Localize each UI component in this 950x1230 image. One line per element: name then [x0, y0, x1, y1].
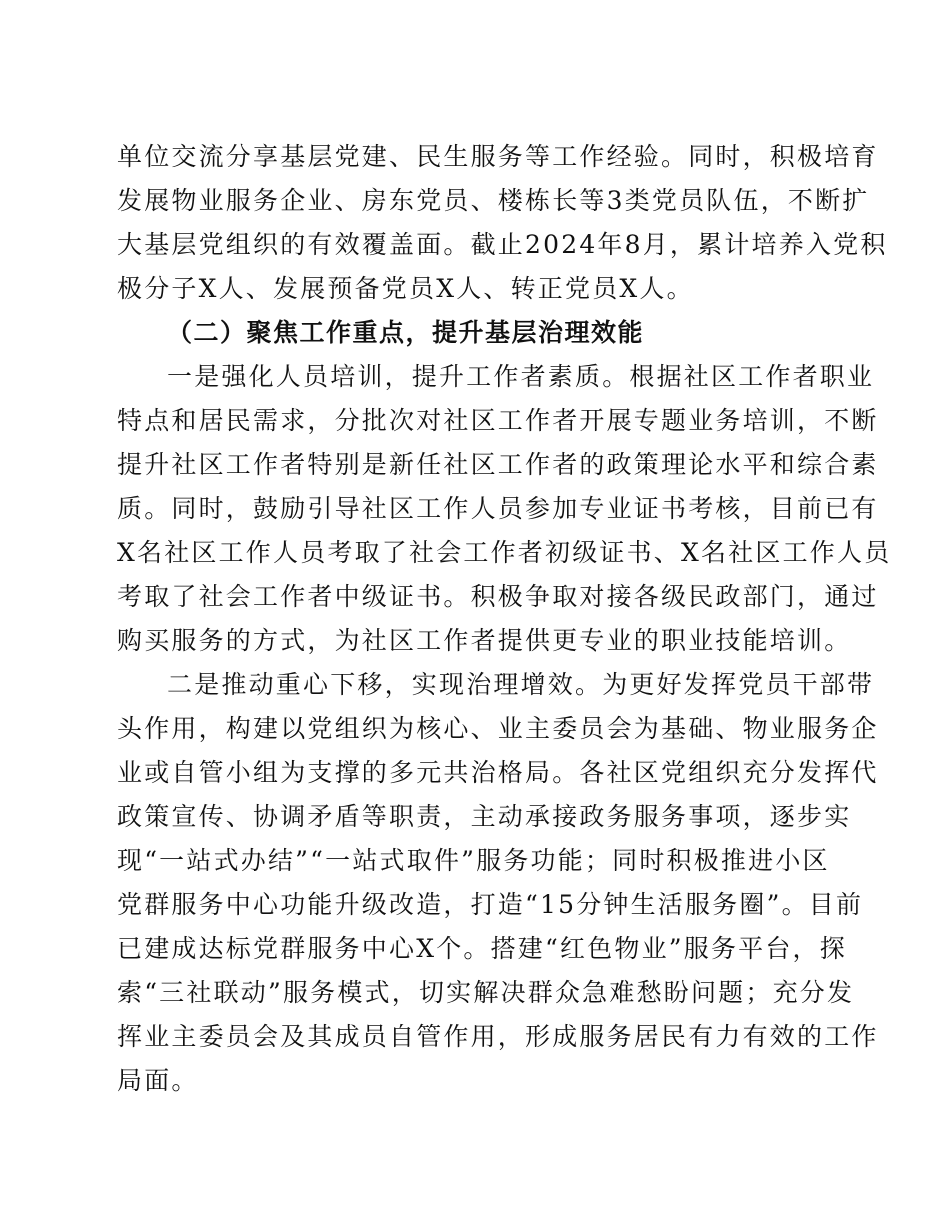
body-text-line: X名社区工作人员考取了社会工作者初级证书、X名社区工作人员: [117, 538, 892, 567]
body-text-line: 特点和居民需求，分批次对社区工作者开展专题业务培训，不断: [117, 406, 879, 435]
body-text-line: 党群服务中心功能升级改造，打造“15分钟生活服务圈”。目前: [117, 890, 864, 919]
body-text-line: 头作用，构建以党组织为核心、业主委员会为基础、物业服务企: [117, 714, 879, 743]
paragraph-first-line: 二是推动重心下移，实现治理增效。为更好发挥党员干部带: [167, 670, 875, 699]
body-text-line: 极分子X人、发展预备党员X人、转正党员X人。: [117, 274, 694, 303]
body-text-line: 政策宣传、协调矛盾等职责，主动承接政务服务事项，逐步实: [117, 802, 852, 831]
body-text-line: 现“一站式办结”“一站式取件”服务功能；同时积极推进小区: [117, 846, 830, 875]
body-text-line: 购买服务的方式，为社区工作者提供更专业的职业技能培训。: [117, 626, 852, 655]
body-text-line: 大基层党组织的有效覆盖面。截止2024年8月，累计培养入党积: [117, 230, 888, 259]
body-text-line: 发展物业服务企业、房东党员、楼栋长等3类党员队伍，不断扩: [117, 186, 870, 215]
body-text-line: 已建成达标党群服务中心X个。搭建“红色物业”服务平台，探: [117, 934, 847, 963]
body-text-line: 业或自管小组为支撑的多元共治格局。各社区党组织充分发挥代: [117, 758, 879, 787]
body-text-line: 提升社区工作者特别是新任社区工作者的政策理论水平和综合素: [117, 450, 879, 479]
paragraph-first-line: 一是强化人员培训，提升工作者素质。根据社区工作者职业: [167, 362, 875, 391]
section-heading: （二）聚焦工作重点，提升基层治理效能: [167, 318, 645, 347]
body-text-line: 局面。: [117, 1066, 199, 1095]
body-text-line: 索“三社联动”服务模式，切实解决群众急难愁盼问题；充分发: [117, 978, 855, 1007]
body-text-line: 考取了社会工作者中级证书。积极争取对接各级民政部门，通过: [117, 582, 879, 611]
body-text-line: 挥业主委员会及其成员自管作用，形成服务居民有力有效的工作: [117, 1022, 879, 1051]
body-text-line: 单位交流分享基层党建、民生服务等工作经验。同时，积极培育: [117, 142, 879, 171]
body-text-line: 质。同时，鼓励引导社区工作人员参加专业证书考核，目前已有: [117, 494, 879, 523]
